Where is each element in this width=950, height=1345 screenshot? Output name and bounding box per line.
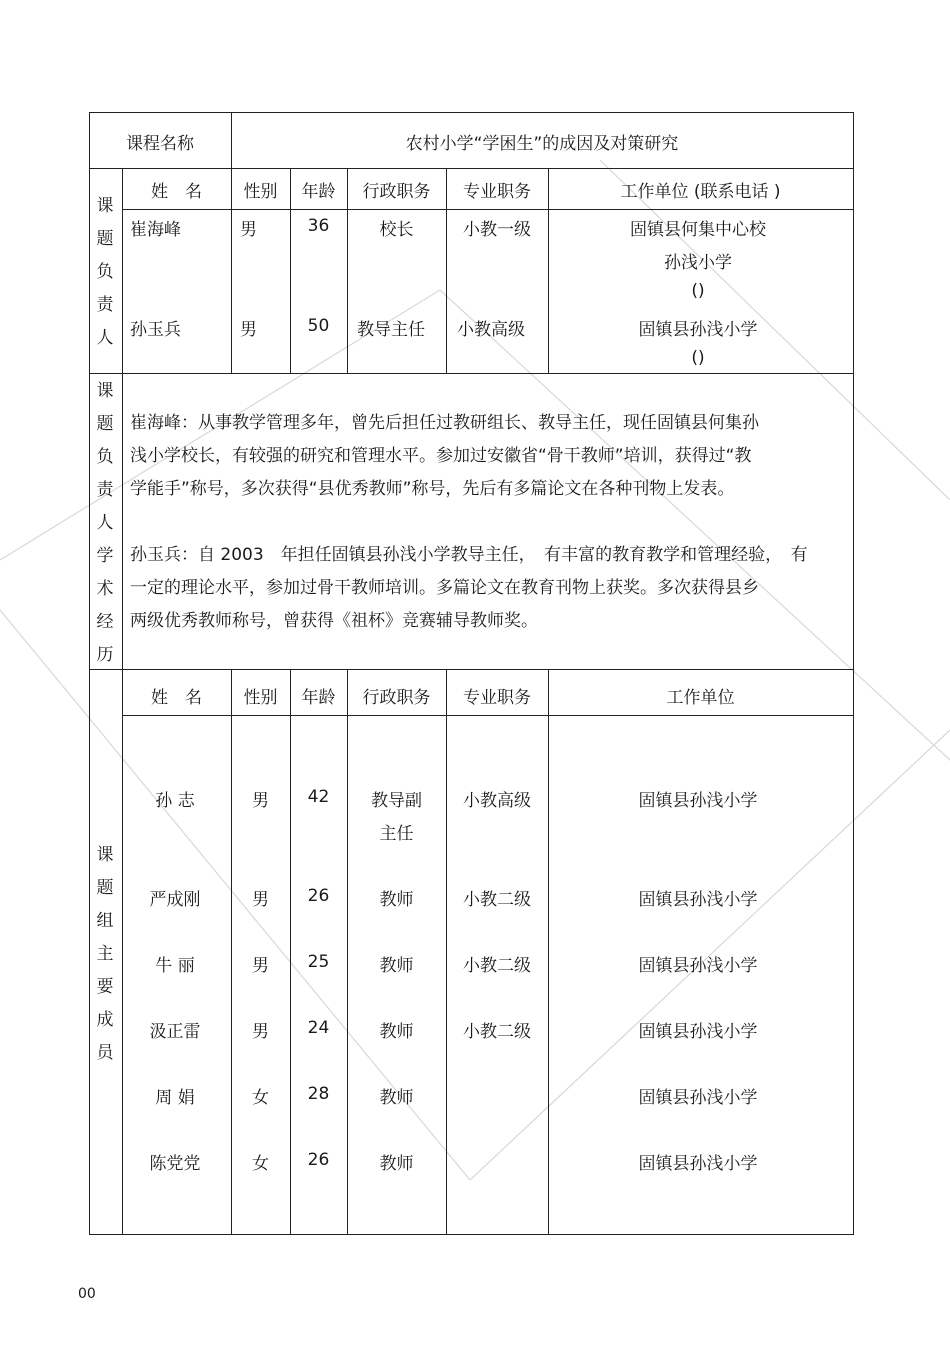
member-age: 28 <box>307 1084 330 1104</box>
paragraph-line: 崔海峰：从事教学管理多年，曾先后担任过教研组长、教导主任，现任固镇县何集孙 <box>130 413 759 433</box>
member-gender: 男 <box>252 956 269 976</box>
paragraph-line: 浅小学校长，有较强的研究和管理水平。参加过安徽省“骨干教师”培训，获得过“教 <box>130 446 752 466</box>
member-age: 42 <box>307 787 330 807</box>
member-admin-title: 教师 <box>379 890 414 910</box>
member-name: 孙 志 <box>155 791 195 811</box>
member-name: 牛 丽 <box>155 956 195 976</box>
member-unit: 固镇县孙浅小学 <box>638 890 758 910</box>
header-age: 年龄 <box>301 182 336 202</box>
member-gender: 男 <box>252 890 269 910</box>
leader-gender: 男 <box>240 320 257 340</box>
leaders-section-label: 课 题 负 责 人 <box>96 196 114 348</box>
member-name: 陈党党 <box>149 1154 201 1174</box>
leader-unit-line2: 孙浅小学 <box>664 253 732 273</box>
header-unit: 工作单位 (联系电话 ) <box>620 182 781 202</box>
paragraph-line: 学能手”称号，多次获得“县优秀教师”称号，先后有多篇论文在各种刊物上发表。 <box>130 479 735 499</box>
leader-gender: 男 <box>240 220 257 240</box>
member-name: 汲正雷 <box>149 1022 201 1042</box>
leader-admin-title: 教导主任 <box>357 320 425 340</box>
paragraph-line: 两级优秀教师称号，曾获得《祖杯》竞赛辅导教师奖。 <box>130 611 538 631</box>
member-prof-title: 小教二级 <box>463 956 531 976</box>
member-unit: 固镇县孙浅小学 <box>638 1088 758 1108</box>
member-prof-title: 小教二级 <box>463 890 531 910</box>
member-name: 严成刚 <box>149 890 201 910</box>
leader-unit-line1: 固镇县何集中心校 <box>630 220 766 240</box>
member-unit: 固镇县孙浅小学 <box>638 956 758 976</box>
leader-age: 50 <box>307 316 330 336</box>
member-gender: 男 <box>252 791 269 811</box>
member-admin-title: 教师 <box>379 1022 414 1042</box>
project-name-label: 课程名称 <box>126 134 194 154</box>
member-unit: 固镇县孙浅小学 <box>638 1022 758 1042</box>
member-prof-title: 小教高级 <box>463 791 531 811</box>
member-age: 26 <box>307 1150 330 1170</box>
leader-age: 36 <box>307 216 330 236</box>
member-admin-title: 教师 <box>379 1088 414 1108</box>
header-gender: 性别 <box>243 688 278 708</box>
members-section-label: 课 题 组 主 要 成 员 <box>96 845 114 1063</box>
header-unit: 工作单位 <box>666 688 735 708</box>
header-admin-title: 行政职务 <box>362 182 431 202</box>
member-admin-title: 教师 <box>379 956 414 976</box>
member-name: 周 娟 <box>155 1088 195 1108</box>
leader-admin-title: 校长 <box>379 220 414 240</box>
member-gender: 女 <box>252 1154 269 1174</box>
member-age: 24 <box>307 1018 330 1038</box>
member-age: 26 <box>307 886 330 906</box>
member-unit: 固镇县孙浅小学 <box>638 1154 758 1174</box>
leader-unit-phone: () <box>691 348 705 368</box>
member-gender: 男 <box>252 1022 269 1042</box>
project-title: 农村小学“学困生”的成因及对策研究 <box>405 134 679 154</box>
member-admin-title-line2: 主任 <box>379 824 414 844</box>
member-gender: 女 <box>252 1088 269 1108</box>
header-name: 姓 名 <box>151 688 202 708</box>
paragraph-line: 孙玉兵：自 2003 年担任固镇县孙浅小学教导主任， 有丰富的教育教学和管理经验， 有 <box>130 545 808 565</box>
leader-prof-title: 小教一级 <box>463 220 531 240</box>
member-unit: 固镇县孙浅小学 <box>638 791 758 811</box>
leader-unit-phone: () <box>691 281 705 301</box>
leader-name: 崔海峰 <box>130 220 181 240</box>
leader-name: 孙玉兵 <box>130 320 181 340</box>
header-name: 姓 名 <box>151 182 202 202</box>
header-prof-title: 专业职务 <box>463 182 531 202</box>
member-prof-title: 小教二级 <box>463 1022 531 1042</box>
member-admin-title: 教导副 <box>371 791 422 811</box>
leader-unit-line1: 固镇县孙浅小学 <box>638 320 758 340</box>
header-prof-title: 专业职务 <box>463 688 531 708</box>
header-age: 年龄 <box>301 688 336 708</box>
page-number: 00 <box>78 1286 96 1302</box>
member-admin-title: 教师 <box>379 1154 414 1174</box>
header-gender: 性别 <box>243 182 278 202</box>
paragraph-line: 一定的理论水平，参加过骨干教师培训。多篇论文在教育刊物上获奖。多次获得县乡 <box>130 578 759 598</box>
member-age: 25 <box>307 952 330 972</box>
header-admin-title: 行政职务 <box>362 688 431 708</box>
experience-section-label: 课 题 负 责 人 学 术 经 历 <box>96 381 114 665</box>
leader-prof-title: 小教高级 <box>457 320 525 340</box>
